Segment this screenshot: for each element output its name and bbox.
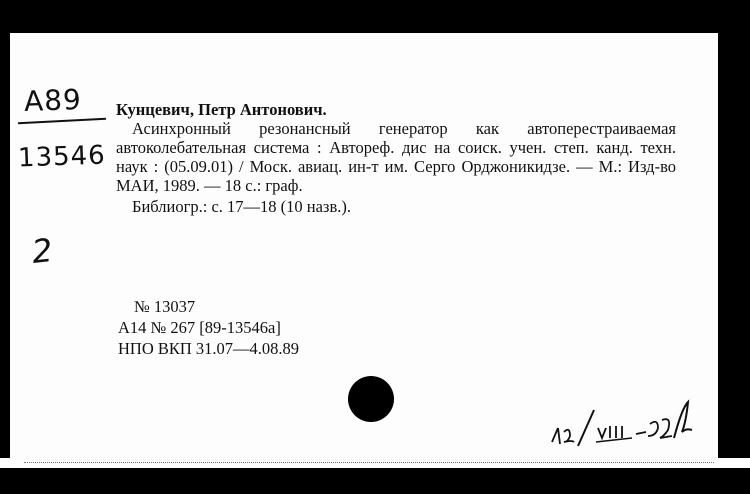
bibliographic-entry: [116, 100, 676, 216]
call-number-number: 13546: [17, 140, 107, 174]
card-border-dots: [24, 462, 714, 463]
punch-hole: [348, 376, 394, 422]
registration-block: [118, 296, 299, 359]
card-edge: [0, 458, 750, 468]
author-heading: Кунцевич, Петр Антонович.: [116, 100, 327, 119]
copy-number: 2: [30, 230, 56, 272]
npo-line: НПО ВКП 31.07—4.08.89: [118, 339, 300, 358]
catalog-line: А14 № 267 [89-13546а]: [118, 318, 281, 337]
bibliography-note: Библиогр.: с. 17—18 (10 назв.).: [132, 197, 351, 216]
handwritten-signature: [548, 398, 708, 453]
title-description: Асинхронный резонансный генератор как автоперестраиваемая автоколебательная система : Автореф. дис на соиск. учен. степ. канд. техн. наук : (05.09.01) / Моск. авиац. ин-т им. Серго Орджоникидзе. — М.: Изд-во МАИ, 1989. — 18 с.: граф.: [116, 119, 676, 195]
record-number: № 13037: [134, 297, 196, 316]
call-number-shelf: A89: [23, 83, 83, 118]
